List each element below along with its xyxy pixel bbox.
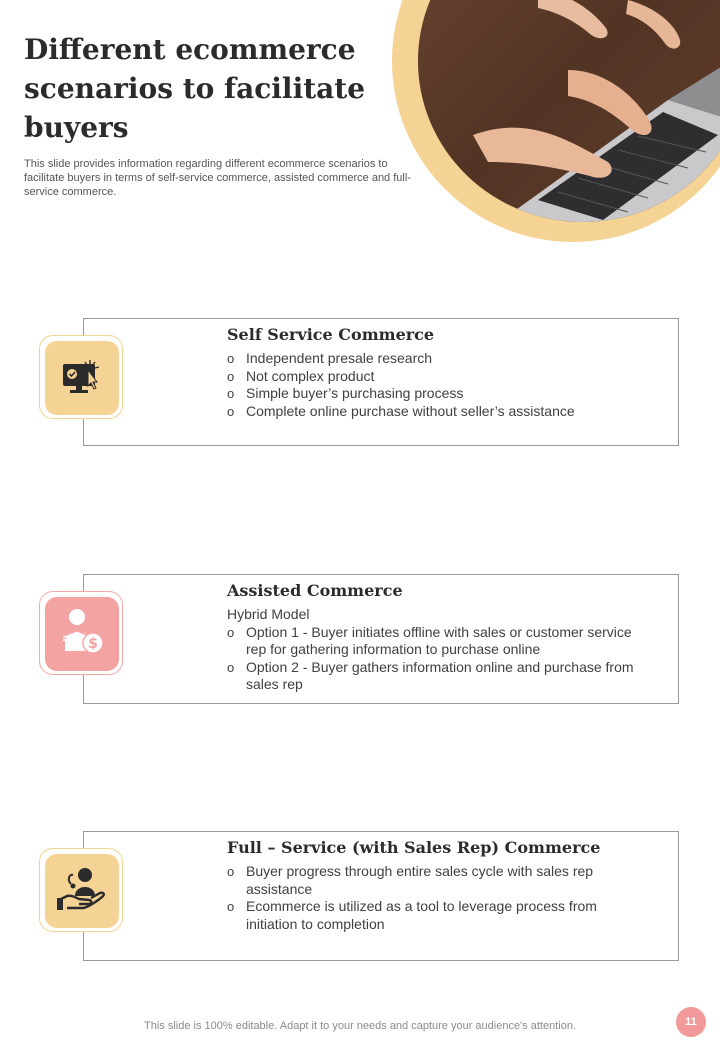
bullet-item: o Complete online purchase without seller’s assistance bbox=[227, 403, 647, 421]
bullet-list bbox=[227, 624, 647, 694]
person-money-icon bbox=[57, 607, 107, 662]
hand-person-icon bbox=[57, 866, 107, 917]
card-title: Assisted Commerce bbox=[227, 581, 403, 600]
footer-note: This slide is 100% editable. Adapt it to your needs and capture your audience's attention. bbox=[144, 1020, 576, 1032]
bullet-item: o Simple buyer’s purchasing process bbox=[227, 385, 647, 403]
slide-title: Different ecommerce scenarios to facilitate buyers bbox=[24, 33, 366, 144]
bullet-item: o Option 1 - Buyer initiates offline with sales or customer service rep for gathering information to purchase online bbox=[227, 624, 647, 659]
full-service-badge bbox=[39, 848, 123, 932]
bullet-item: o Independent presale research bbox=[227, 350, 647, 368]
scenario-card-full-service bbox=[83, 831, 679, 961]
scenario-card-assisted bbox=[83, 574, 679, 704]
page-number-badge: 11 bbox=[676, 1007, 706, 1037]
card-title: Full – Service (with Sales Rep) Commerce bbox=[227, 838, 601, 857]
bullet-list bbox=[227, 863, 647, 933]
slide-subtitle: This slide provides information regarding different ecommerce scenarios to facilitate buyers in terms of self-service commerce, assisted commerce and full-service commerce. bbox=[24, 158, 411, 198]
bullet-item: o Ecommerce is utilized as a tool to leverage process from initiation to completion bbox=[227, 898, 647, 933]
assisted-badge bbox=[39, 591, 123, 675]
scenario-card-self-service bbox=[83, 318, 679, 446]
bullet-item: o Buyer progress through entire sales cycle with sales rep assistance bbox=[227, 863, 647, 898]
monitor-click-icon bbox=[59, 356, 105, 401]
bullet-list bbox=[227, 350, 647, 420]
card-title: Self Service Commerce bbox=[227, 325, 435, 344]
bullet-item: o Not complex product bbox=[227, 368, 647, 386]
card-intro: Hybrid Model bbox=[227, 606, 310, 622]
bullet-item: o Option 2 - Buyer gathers information online and purchase from sales rep bbox=[227, 659, 647, 694]
self-service-badge bbox=[39, 335, 123, 419]
svg-text:$: $ bbox=[88, 635, 98, 652]
